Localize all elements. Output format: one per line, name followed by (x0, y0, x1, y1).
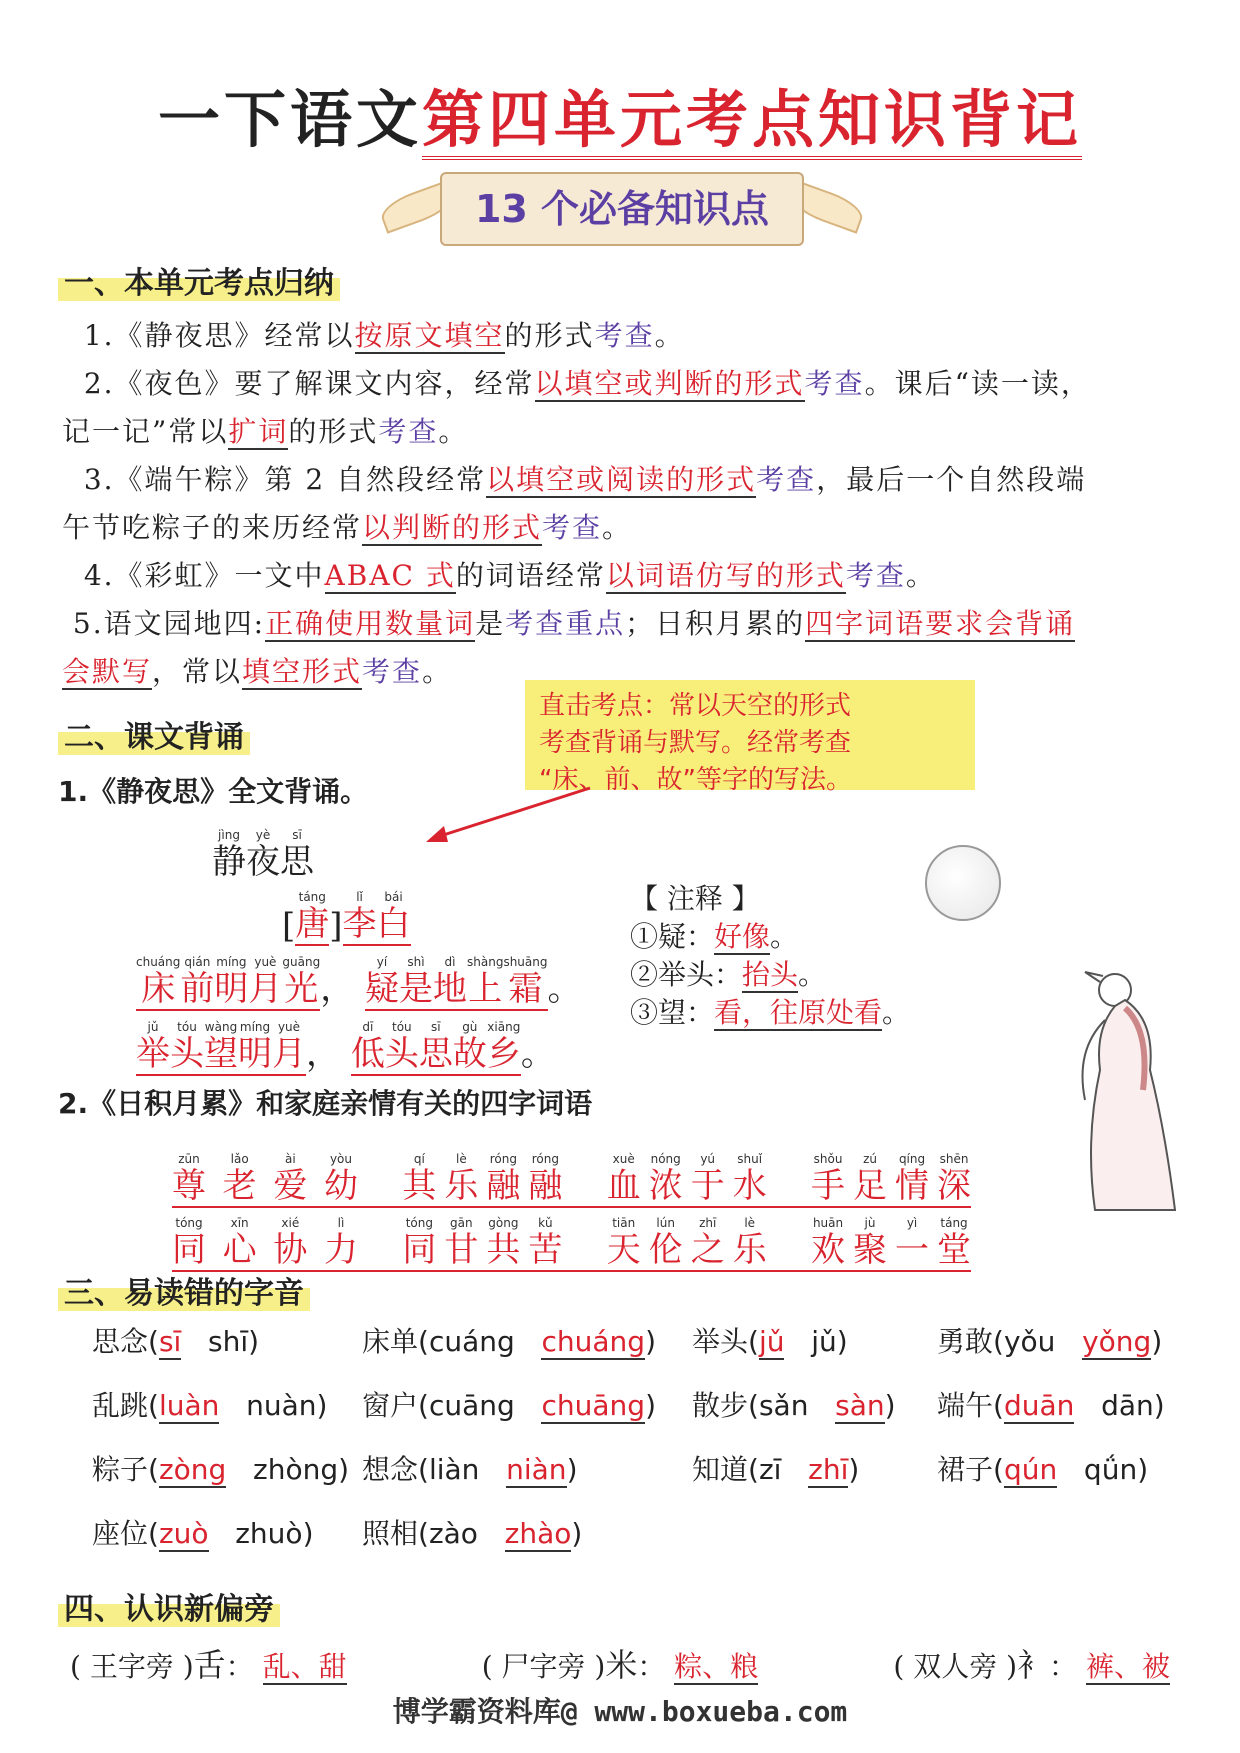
notes-box (630, 880, 910, 1032)
poem-author: [ táng 唐 ] lǐ 李 bái 白 (282, 890, 411, 946)
pronunciation-item: 座位(zuò zhuò) (92, 1517, 314, 1550)
poem-line-2: jǔ 举 tóu 头 wàng 望 míng 明 yuè 月 ， dī 低 tóu 头 sī 思 gù 故 xiāng 乡 。 (136, 1020, 555, 1074)
idiom-row-2: tóng 同 xīn 心 xié 协 lì 力 tóng 同 gān 甘 gòng 共 kǔ 苦 tiān 天 lún 伦 zhī 之 lè 乐 huān 欢 jù 聚 yì 一 táng 堂 (172, 1197, 971, 1272)
sub1-heading: 1.《静夜思》全文背诵。 (58, 775, 369, 808)
section3-heading: 三、易读错的字音 (58, 1268, 310, 1312)
pronunciation-item: 举头(jǔ jǔ) (692, 1325, 848, 1358)
pronunciation-item: 知道(zī zhī) (692, 1453, 860, 1486)
pronunciation-item: 粽子(zòng zhòng) (92, 1453, 350, 1486)
note-1: ①疑：好像。 (630, 920, 799, 953)
pronunciation-item: 裙子(qún qǘn) (937, 1453, 1149, 1486)
title-black: 一下语文 (157, 83, 422, 156)
radical-item-3: ( 双人旁 )衤： 裤、被 (893, 1646, 1170, 1684)
pronunciation-item: 勇敢(yǒu yǒng) (937, 1325, 1163, 1358)
note-3: ③望：看，往原处看。 (630, 996, 911, 1029)
pronunciation-item: 想念(liàn niàn) (362, 1453, 578, 1486)
s1-item-5: 5.语文园地四:正确使用数量词是考查重点；日积月累的四字词语要求会背诵 会默写，常以填空形式考查。 (62, 607, 1076, 688)
idiom-row-1: zūn 尊 lǎo 老 ài 爱 yòu 幼 qí 其 lè 乐 róng 融 róng 融 xuè 血 nóng 浓 yú 于 shuǐ 水 shǒu 手 zú 足 qíng 情 shēn 深 (172, 1133, 971, 1208)
footer-watermark: 博学霸资料库@ www.boxueba.com (392, 1695, 848, 1728)
moon-icon (925, 845, 1001, 921)
sub2-heading: 2.《日积月累》和家庭亲情有关的四字词语 (58, 1087, 593, 1120)
section4-heading: 四、认识新偏旁 (58, 1584, 280, 1628)
radical-row (70, 1640, 1170, 1686)
pronunciation-item: 照相(zào zhào) (362, 1517, 583, 1550)
pronunciation-item: 端午(duān dān) (937, 1389, 1165, 1422)
s1-item-2: 2.《夜色》要了解课文内容，经常以填空或判断的形式考查。课后“读一读， 记一记”常以扩词的形式考查。 (62, 367, 1091, 448)
section2-heading: 二、课文背诵 (58, 712, 250, 756)
poem-line-1: chuáng 床 qián 前 míng 明 yuè 月 guāng 光 ， yí 疑 shì 是 dì 地 shàng 上 shuāng 霜 。 (136, 955, 582, 1009)
poet-illustration-icon (1055, 960, 1205, 1220)
s1-item-4: 4.《彩虹》一文中ABAC 式的词语经常以词语仿写的形式考查。 (83, 559, 936, 592)
radical-item-2: ( 尸字旁 )米： 粽、粮 (481, 1646, 759, 1684)
pronunciation-item: 床单(cuáng chuáng) (362, 1325, 656, 1358)
radical-item-1: ( 王字旁 )舌： 乱、甜 (70, 1646, 347, 1684)
pronunciation-item: 散步(sǎn sàn) (692, 1389, 896, 1422)
pronunciation-item: 窗户(cuāng chuāng) (362, 1389, 656, 1422)
banner: 13 个必备知识点 (440, 172, 804, 246)
pronunciation-item: 思念(sī shī) (92, 1325, 260, 1358)
note-2: ②举头：抬头。 (630, 958, 827, 991)
notes-heading: 【 注释 】 (630, 882, 760, 915)
section1-heading: 一、本单元考点归纳 (58, 258, 340, 302)
title-red: 第四单元考点知识背记 (422, 83, 1082, 160)
pronunciation-item: 乱跳(luàn nuàn) (92, 1389, 328, 1422)
page-title (0, 70, 1240, 159)
poem-title: jìng 静 yè 夜 sī 思 (212, 828, 314, 882)
s1-item-3: 3.《端午粽》第 2 自然段经常以填空或阅读的形式考查，最后一个自然段端 午节吃粽子的来历经常以判断的形式考查。 (62, 463, 1087, 544)
s1-item-1: 1.《静夜思》经常以按原文填空的形式考查。 (83, 319, 685, 352)
callout-box: 直击考点：常以天空的形式 考查背诵与默写。经常考查 “床、前、故”等字的写法。 (525, 680, 975, 790)
callout-arrow-icon (420, 780, 600, 850)
